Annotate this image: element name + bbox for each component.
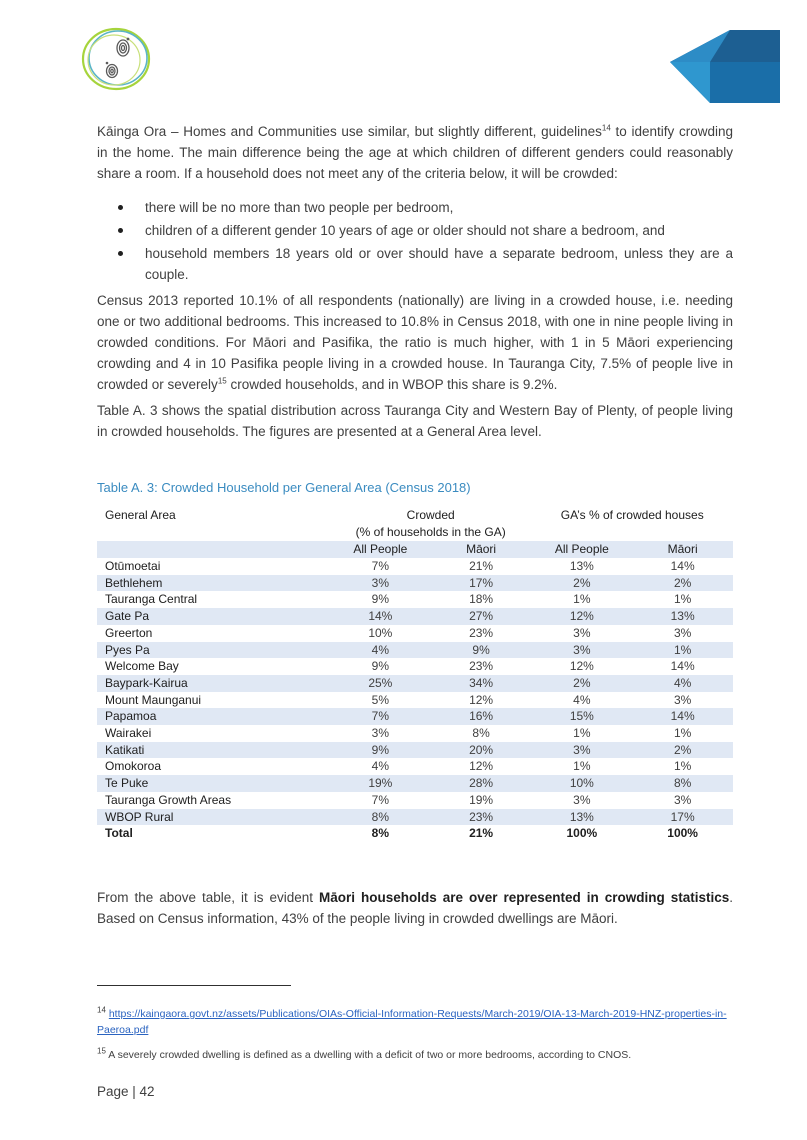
cell-share-all: 15% [531, 708, 632, 725]
cell-crowded-maori: 23% [469, 625, 494, 640]
table-subcolumn-row [97, 541, 733, 558]
table-row [97, 775, 733, 792]
subcol-maori: Māori [632, 541, 733, 558]
cell-crowded-maori: 12% [469, 692, 494, 707]
table-intro-paragraph: Table A. 3 shows the spatial distribution across Tauranga City and Western Bay of Plenty, of people living in crowded households. The figures are presented at a General Area level. [97, 403, 733, 439]
cell-crowded-all: 3% [371, 726, 390, 741]
table-caption: Table A. 3: Crowded Household per General Area (Census 2018) [97, 480, 471, 495]
cell-area: Katikati [97, 742, 330, 759]
criteria-list [97, 197, 733, 287]
cell-crowded-maori: 27% [431, 608, 532, 625]
list-item: household members 18 years old or over should have a separate bedroom, unless they are a couple. [97, 243, 733, 285]
cell-crowded-maori: 17% [431, 575, 532, 592]
table-row [97, 608, 733, 625]
table-row [97, 809, 733, 826]
table-subheader-row [97, 524, 733, 541]
cell-share-maori: 1% [632, 642, 733, 659]
conclusion-highlight: Māori households are over represented in crowding statistics [319, 890, 730, 905]
cell-share-maori: 13% [632, 608, 733, 625]
subcol-all-people: All People [330, 541, 431, 558]
table-row [97, 625, 733, 642]
cell-crowded-all: 19% [330, 775, 431, 792]
cell-share-all: 2% [531, 575, 632, 592]
census-text: Census 2013 reported 10.1% of all respondents (nationally) are living in a crowded house, i.e. needing one or two additional bedrooms. This increased to 10.8% in Census 2018, with one in nine people living in crowded conditions. For Māori and Pasifika, the ratio is much higher, with 1 in 5 Māori experiencing crowding and 4 in 10 Pasifika people living in a crowded house. In Tauranga City, 7.5% of people live in crowded or severely [97, 293, 733, 392]
cell-share-all: 1% [573, 759, 591, 774]
census-paragraph [97, 290, 733, 395]
cell-crowded-all: 25% [330, 675, 431, 692]
cell-crowded-maori: 8% [472, 726, 490, 741]
cell-share-all: 3% [573, 792, 591, 807]
cell-share-all: 12% [531, 608, 632, 625]
intro-text-rest: to identify crowding in the home. The main difference being the age at which children of different genders could reasonably share a room. If a household does not meet any of the criteria below, it will be crowded: [97, 124, 734, 181]
cell-crowded-all: 7% [371, 792, 390, 807]
cell-crowded-maori: 34% [431, 675, 532, 692]
table-row [97, 575, 733, 592]
blue-chevron-logo-icon [670, 30, 780, 103]
cell-share-maori: 2% [632, 575, 733, 592]
cell-area: Wairakei [105, 726, 152, 741]
intro-text: Kāinga Ora – Homes and Communities use similar, but slightly different, guidelines [97, 124, 602, 139]
cell-crowded-all: 14% [330, 608, 431, 625]
cell-share-maori: 8% [632, 775, 733, 792]
cell-crowded-maori: 21% [469, 559, 494, 573]
cell-crowded-maori: 28% [431, 775, 532, 792]
cell-share-maori: 14% [670, 559, 695, 573]
col-crowded-sub: (% of households in the GA) [355, 525, 506, 539]
cell-area: Greerton [105, 625, 153, 640]
table-row [97, 692, 733, 709]
table-row [97, 792, 733, 809]
cell-share-all: 10% [531, 775, 632, 792]
table-row [97, 725, 733, 742]
cell-crowded-all: 4% [371, 759, 390, 774]
table-header-row [97, 506, 733, 524]
cell-share-maori: 14% [670, 659, 695, 674]
cell-area: Gate Pa [97, 608, 330, 625]
cell-crowded-maori: 23% [431, 809, 532, 826]
cell-share-all: 3% [531, 742, 632, 759]
list-item: there will be no more than two people per bedroom, [97, 197, 733, 218]
cell-area: Omokoroa [105, 759, 162, 774]
footnote-text: A severely crowded dwelling is defined as a dwelling with a deficit of two or more bedrooms, according to CNOS. [105, 1049, 632, 1061]
cell-area: WBOP Rural [97, 809, 330, 826]
table-row [97, 642, 733, 659]
cell-area: Tauranga Growth Areas [105, 792, 232, 807]
crowding-table [97, 506, 733, 842]
cell-crowded-maori: 9% [431, 642, 532, 659]
cell-crowded-all: 7% [371, 559, 390, 573]
cell-crowded-maori: 19% [469, 792, 494, 807]
cell-share-all: 3% [573, 625, 591, 640]
cell-share-all: 4% [573, 692, 591, 707]
cell-crowded-maori: 12% [469, 759, 494, 774]
footnote-number: 15 [97, 1046, 106, 1056]
cell-share-all: 100% [566, 826, 598, 841]
list-item: children of a different gender 10 years of age or older should not share a bedroom, and [97, 220, 733, 241]
cell-crowded-all: 8% [330, 809, 431, 826]
cell-area: Papamoa [97, 708, 330, 725]
cell-share-maori: 3% [673, 692, 692, 707]
cell-share-maori: 1% [673, 592, 692, 607]
cell-crowded-all: 10% [368, 625, 393, 640]
cell-share-all: 2% [531, 675, 632, 692]
cell-area: Tauranga Central [105, 592, 198, 607]
table-row [97, 658, 733, 675]
cell-area: Bethlehem [97, 575, 330, 592]
cell-share-maori: 1% [673, 759, 692, 774]
footnote-15 [97, 1047, 733, 1063]
cell-crowded-all: 7% [330, 708, 431, 725]
page-number: Page | 42 [97, 1084, 155, 1099]
subcol-all-people: All People [531, 541, 632, 558]
cell-share-maori: 100% [667, 826, 698, 841]
cell-crowded-all: 9% [371, 659, 390, 674]
table-row [97, 591, 733, 608]
footnote-number: 14 [97, 1005, 106, 1015]
table-row [97, 675, 733, 692]
cell-crowded-maori: 21% [469, 826, 494, 841]
conclusion-paragraph [97, 887, 733, 929]
col-general-area: General Area [105, 508, 176, 522]
cell-share-maori: 3% [673, 792, 692, 807]
cell-crowded-all: 4% [330, 642, 431, 659]
footnote-ref-15[interactable]: 15 [217, 376, 227, 386]
cell-share-maori: 17% [632, 809, 733, 826]
footnote-ref-14[interactable]: 14 [601, 123, 611, 133]
cell-area: Otūmoetai [105, 559, 161, 573]
cell-crowded-all: 9% [371, 592, 390, 607]
cell-area: Mount Maunganui [105, 692, 202, 707]
cell-crowded-all: 5% [371, 692, 390, 707]
cell-crowded-all: 8% [371, 826, 390, 841]
footnote-14 [97, 1006, 733, 1038]
cell-crowded-maori: 16% [431, 708, 532, 725]
cell-share-maori: 1% [673, 726, 692, 741]
cell-crowded-maori: 20% [431, 742, 532, 759]
table-row [97, 558, 733, 575]
table-row [97, 758, 733, 775]
cell-crowded-maori: 18% [469, 592, 494, 607]
cell-area: Welcome Bay [105, 659, 179, 674]
cell-area: Pyes Pa [97, 642, 330, 659]
subcol-maori: Māori [431, 541, 532, 558]
footnote-divider [97, 985, 291, 986]
cell-share-all: 13% [531, 809, 632, 826]
cell-crowded-all: 3% [330, 575, 431, 592]
conclusion-text-rest: . Based on Census information, 43% of the people living in crowded dwellings are Māori. [97, 890, 734, 926]
cell-share-all: 13% [569, 559, 594, 573]
table-row [97, 742, 733, 759]
cell-share-all: 1% [573, 726, 591, 741]
cell-share-all: 12% [569, 659, 594, 674]
cell-area: Te Puke [97, 775, 330, 792]
cell-area: Baypark-Kairua [97, 675, 330, 692]
footprints-circle-logo-icon [76, 26, 158, 92]
conclusion-text: From the above table, it is evident [97, 890, 319, 905]
table-total-row [97, 825, 733, 842]
census-text-rest: crowded households, and in WBOP this share is 9.2%. [226, 377, 558, 392]
footnote-link[interactable]: https://kaingaora.govt.nz/assets/Publications/OIAs-Official-Information-Requests/March-2019/OIA-13-March-2019-HNZ-properties-in-Paeroa.pdf [97, 1008, 727, 1036]
cell-crowded-maori: 23% [469, 659, 494, 674]
cell-share-maori: 2% [632, 742, 733, 759]
cell-share-maori: 4% [632, 675, 733, 692]
col-share: GA’s % of crowded houses [560, 508, 704, 522]
cell-share-all: 3% [531, 642, 632, 659]
cell-area: Total [105, 826, 133, 841]
cell-crowded-all: 9% [330, 742, 431, 759]
intro-paragraph [97, 121, 733, 184]
table-row [97, 708, 733, 725]
cell-share-all: 1% [573, 592, 591, 607]
cell-share-maori: 14% [632, 708, 733, 725]
cell-share-maori: 3% [673, 625, 692, 640]
col-crowded: Crowded [406, 508, 455, 522]
